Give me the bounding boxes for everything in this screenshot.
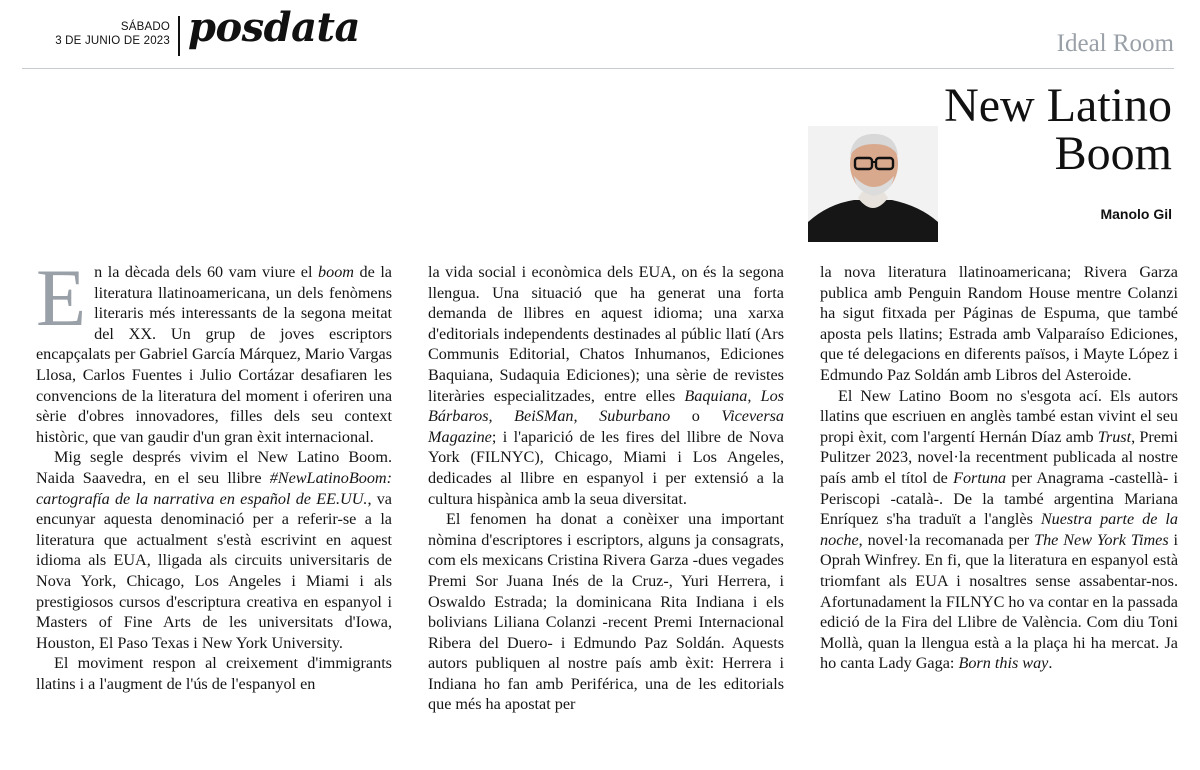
edition-day: SÁBADO	[120, 21, 170, 33]
text-run: boom	[318, 263, 354, 281]
edition-date	[48, 20, 170, 48]
author-portrait-illustration	[808, 126, 938, 242]
paragraph	[428, 262, 784, 509]
paragraph	[36, 252, 392, 447]
text-run: , va encunyar aquesta denominació per a referir-se a la literatura que actualment s'està escrivint en aquest idioma als EUA, lligada als circuits universitaris de Nova York, Chicago, Los Angeles i Miami i als prestigiosos cursos d'escriptura creativa en espanyol i Masters of Fine Arts de les universitats d'Iowa, Houston, El Paso Texas i New York University.	[36, 489, 392, 652]
paragraph	[36, 447, 392, 653]
text-run: , Premi Pulitzer 2023, novel·la recentment publicada al nostre país amb el títol de	[820, 427, 1178, 487]
text-run: i Oprah Winfrey. En fi, que la literatura en espanyol està triomfant als EUA i nosaltres sense assabentar-nos. Afortunadament la FILNYC ho va contar en la passada edició de la Fira del Llibre de València. Com diu Toni Mollà, quan la llengua està a la plaça hi ha mercat. Ja ho canta Lady Gaga:	[820, 530, 1178, 673]
text-run: n la dècada dels 60 vam viure el	[94, 263, 319, 281]
masthead	[18, 4, 1188, 58]
book-title: Trust	[1097, 427, 1132, 446]
paragraph	[820, 386, 1178, 674]
text-run: de la literatura llatinoamericana, un dels fenòmens literaris més interessants de la segona meitat del XX. Un grup de joves escriptors encapçalats per Gabriel García Márquez, Mario Vargas Llosa, Carlos Fuentes i Julio Cortázar desafiaren les convencions de la literatura del moment i oferiren una sèrie d'obres innovadores, filles dels seu context històric, que van gaudir d'un gran èxit internacional.	[36, 263, 392, 446]
text-run: .	[1048, 654, 1053, 673]
text-run: El New Latino Boom no s'esgota ací. Els autors llatins que escriuen en anglès també estan vivint el seu propi èxit, com l'argentí Hernán Díaz amb	[820, 386, 1178, 446]
magazine-titles: Baquiana, Los Bárbaros, BeiSMan, Suburbano	[428, 386, 784, 426]
text-run: per Anagrama -castellà- i Periscopi -català-. De la també argentina Mariana Enríquez s'ha traduït a l'anglès	[820, 468, 1179, 529]
newspaper-title: The New York Times	[1034, 530, 1169, 549]
headline-line-2: Boom	[1054, 127, 1172, 180]
drop-cap: E	[36, 252, 87, 343]
article-column-3	[820, 262, 1178, 674]
book-title: Nuestra parte de la noche	[820, 510, 1178, 549]
header-rule	[22, 68, 1174, 69]
text-run: Mig segle després vivim el New Latino Boom. Naida Saavedra, en el seu llibre	[36, 448, 392, 487]
paragraph: la nova literatura llatinoamericana; Rivera Garza publica amb Penguin Random House mentre Colanzi ha sigut fitxada per Páginas de Espuma, que també aposta pels llatins; Estrada amb Valparaíso Ediciones, que té delegacions en diferents països, i Mayte López i Edmundo Paz Soldán amb Libros del Asteroide.	[820, 263, 1178, 384]
edition-full-date: 3 DE JUNIO DE 2023	[55, 35, 170, 47]
masthead-divider	[178, 16, 180, 56]
text-run: la vida social i econòmica dels EUA, on és la segona llengua. Una situació que ha generat una forta demanda de llibres en aquest idioma; una xarxa d'editorials independents destinades al públic llatí (Ars Communis Editorial, Chatos Inhumanos, Ediciones Baquiana, Sudaquia Ediciones); una sèrie de revistes literàries especialitzades, entre elles	[428, 263, 784, 405]
book-title: #NewLatinoBoom: cartografía de la narrativa en español de EE.UU.	[36, 468, 392, 508]
author-photo	[808, 126, 938, 242]
byline: Manolo Gil	[1100, 206, 1172, 222]
book-title: Fortuna	[953, 468, 1007, 487]
song-title: Born this way	[958, 654, 1049, 673]
text-run: ; i l'aparició de les fires del llibre de Nova York (FILNYC), Chicago, Miami i Los Angeles, dedicades al llibre en espanyol i per extensió a la cultura hispànica amb la seua diversitat.	[428, 427, 784, 508]
magazine-title: Viceversa Magazine	[428, 407, 785, 446]
headline-line-1: New Latino	[944, 79, 1172, 132]
supplement-title: posdata	[188, 4, 360, 51]
article-column-1	[36, 252, 392, 694]
article-column-2	[428, 262, 784, 715]
text-run: o	[670, 407, 722, 426]
paragraph: El fenomen ha donat a conèixer una important nòmina d'escriptores i escriptors, alguns ja consagrats, com els mexicans Cristina Rivera Garza -dues vegades Premi Sor Juana Inés de la Cruz-, Yuri Herrera, i Oswaldo Estrada; la dominicana Rita Indiana i els bolivians Liliana Colanzi -recent Premi Internacional Ribera del Duero- i Edmundo Paz Soldán. Aquests autors publiquen al nostre país amb èxit: Herrera i Indiana ho fan amb Periférica, una de les editorials que més ha apostat per	[428, 510, 784, 714]
text-run: , novel·la recomanada per	[858, 530, 1035, 549]
paragraph: El moviment respon al creixement d'immigrants llatins i a l'augment de l'ús de l'espanyol en	[36, 654, 392, 693]
section-label: Ideal Room	[1056, 30, 1174, 57]
